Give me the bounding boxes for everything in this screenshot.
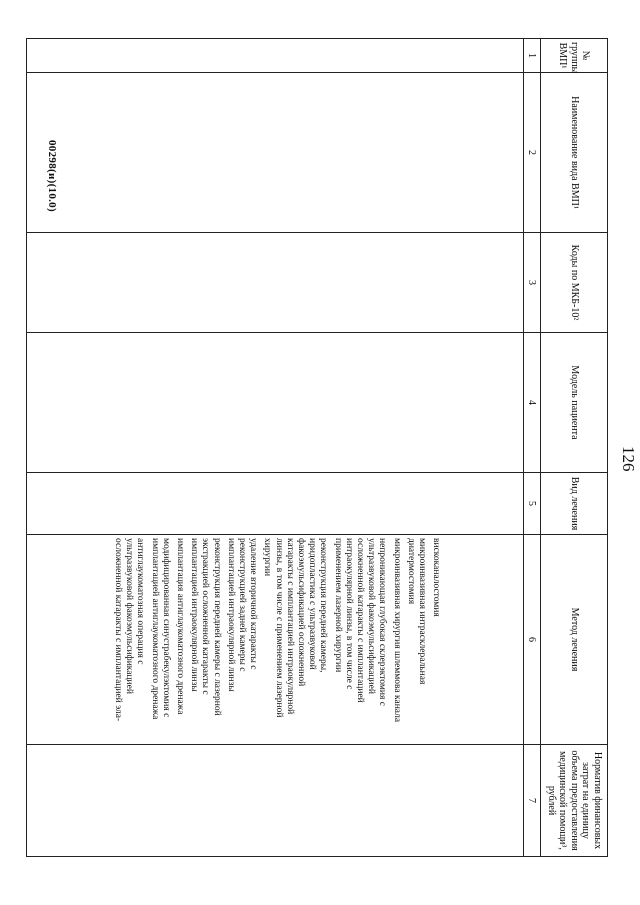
patient-model-cell: [27, 333, 524, 473]
document-code: 00298(и)(10.0): [46, 140, 58, 212]
header-vmp-name: Наименование вида ВМП¹: [541, 73, 608, 233]
method-item: модифицированная синустрабекулэктомия с имплантацией антиглаукоматозного дренажа: [149, 538, 171, 720]
method-item: имплантация антиглаукоматозного дренажа: [174, 538, 185, 715]
table-header-row: [541, 39, 608, 857]
column-number: 6: [524, 535, 541, 745]
header-treatment-method: Метод лечения: [541, 535, 608, 745]
header-patient-model: Модель пациента: [541, 333, 608, 473]
column-number: 5: [524, 473, 541, 535]
column-number: 1: [524, 39, 541, 73]
treatment-methods-cell: [27, 535, 524, 745]
header-treatment-type: Вид лечения: [541, 473, 608, 535]
cost-standard-cell: [27, 745, 524, 857]
method-item: вискоканалостомия: [431, 538, 442, 617]
medical-care-table: [26, 38, 608, 857]
column-number: 2: [524, 73, 541, 233]
method-item: антиглаукоматозная операция с ультразвуковой факоэмульсификацией осложненной катаракты с имплантацией эла-: [112, 538, 146, 722]
icd-codes-cell: [27, 233, 524, 333]
method-item: непроникающая глубокая склерэктомия с ультразвуковой факоэмульсификацией осложненной катаракты с имплантацией интраокулярной линзы, в том числе с применением лазерной хирургии: [332, 538, 388, 706]
treatment-type-cell: [27, 473, 524, 535]
vmp-name-cell: [27, 73, 524, 233]
column-number: 3: [524, 233, 541, 333]
column-number: 7: [524, 745, 541, 857]
header-group-number: № группы ВМП¹: [541, 39, 608, 73]
method-item: реконструкция передней камеры с лазерной экстракцией осложненной катаракты с имплантацией интраокулярной линзы: [189, 538, 222, 716]
header-icd-codes: Коды по МКБ-10²: [541, 233, 608, 333]
page-number: 126: [619, 446, 638, 472]
group-number-cell: [27, 39, 524, 73]
table-row: [27, 39, 524, 857]
header-cost-standard: Норматив финансовых затрат на единицу объема предоставления медицинской помощи³, рублей: [541, 745, 608, 857]
column-number: 4: [524, 333, 541, 473]
method-item: микроинвазивная хирургия шлеммова канала: [391, 538, 402, 723]
column-number-row: [524, 39, 541, 857]
method-item: микроинвазивная интрасклеральная диатермостомия: [405, 538, 428, 685]
method-item: реконструкция передней камеры, иридопластика с ультразвуковой факоэмульсификацией осложненной катаракты с имплантацией интраокулярной линзы, в том числе с применением лазерной хирургии: [262, 538, 329, 718]
method-item: удаление вторичной катаракты с реконструкцией задней камеры с имплантацией интраокулярной линзы: [225, 538, 259, 692]
